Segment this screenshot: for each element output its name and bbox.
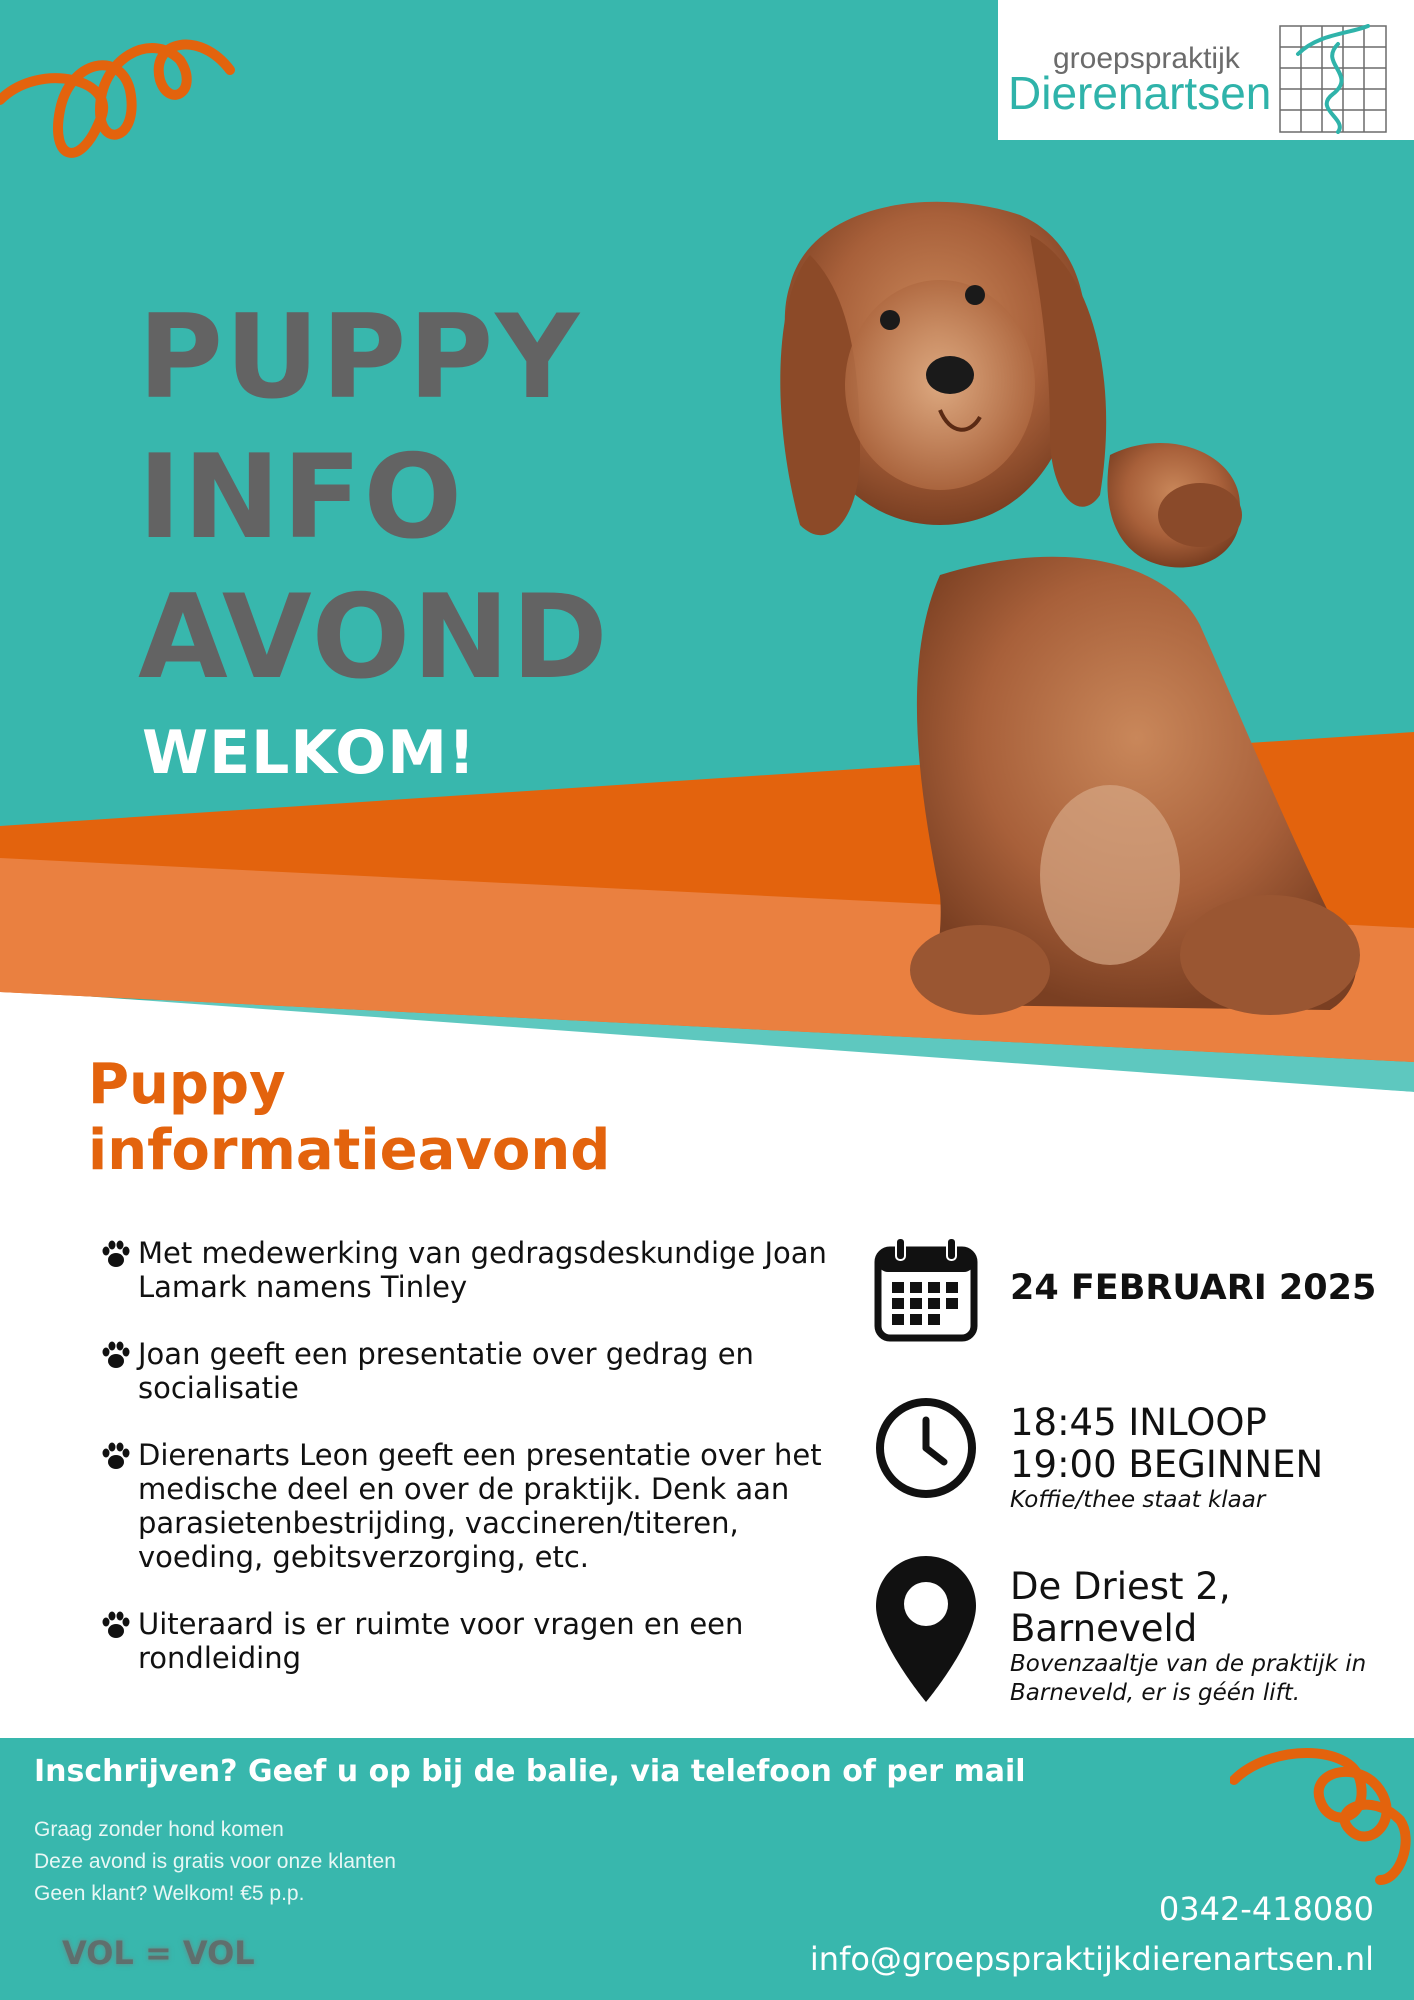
address-line: Barneveld <box>1010 1607 1198 1650</box>
logo-text-large: Dierenartsen <box>1008 67 1272 119</box>
address-line: De Driest 2, <box>1010 1565 1231 1608</box>
list-item <box>100 1607 840 1675</box>
calendar-icon <box>874 1234 978 1344</box>
event-date: 24 FEBRUARI 2025 <box>1010 1268 1377 1308</box>
logo-text-small: groepspraktijk <box>1053 42 1240 75</box>
time-walkin: 18:45 INLOOP <box>1010 1401 1267 1444</box>
capacity-note: VOL = VOL <box>62 1934 255 1972</box>
event-time <box>1010 1402 1323 1515</box>
email-address[interactable]: info@groepspraktijkdierenartsen.nl <box>809 1940 1374 1978</box>
clock-icon <box>874 1396 978 1500</box>
paw-icon <box>100 1610 132 1640</box>
paw-icon <box>100 1239 132 1269</box>
phone-number[interactable]: 0342-418080 <box>1158 1890 1374 1928</box>
bullet-text: Dierenarts Leon geeft een presentatie over het medische deel en over de praktijk. Denk aan parasietenbestrijding, vaccineren/titeren, voeding, gebitsverzorging, etc. <box>138 1438 822 1574</box>
dog-image <box>770 195 1410 1045</box>
info-heading-line: informatieavond <box>88 1118 611 1183</box>
bullet-text: Uiteraard is er ruimte voor vragen en een rondleiding <box>138 1607 744 1675</box>
hero-title-line: PUPPY <box>138 290 582 425</box>
time-note: Koffie/thee staat klaar <box>1010 1487 1266 1513</box>
footer-note: Deze avond is gratis voor onze klanten <box>34 1850 396 1873</box>
info-heading-line: Puppy <box>88 1052 286 1117</box>
time-start: 19:00 BEGINNEN <box>1010 1443 1324 1486</box>
hero-title-line: AVOND <box>138 570 610 705</box>
footer-note: Geen klant? Welkom! €5 p.p. <box>34 1882 305 1905</box>
event-location <box>1010 1566 1366 1708</box>
paw-icon <box>100 1441 132 1471</box>
footer-notes <box>34 1814 396 1910</box>
bullet-text: Joan geeft een presentatie over gedrag en socialisatie <box>138 1337 754 1405</box>
list-item <box>100 1337 840 1405</box>
signup-title: Inschrijven? Geef u op bij de balie, via telefoon of per mail <box>34 1754 1026 1789</box>
paw-icon <box>100 1340 132 1370</box>
address-note: Barneveld, er is géén lift. <box>1010 1680 1301 1706</box>
list-item <box>100 1236 840 1304</box>
footer-note: Graag zonder hond komen <box>34 1818 284 1841</box>
hero-title <box>138 288 610 708</box>
info-heading <box>88 1052 610 1184</box>
squiggle-decoration-bottom <box>1230 1740 1414 1890</box>
info-bullet-list <box>100 1236 840 1708</box>
hero-title-line: INFO <box>138 430 465 565</box>
address-note: Bovenzaaltje van de praktijk in <box>1010 1651 1367 1677</box>
logo-grid-icon <box>1278 24 1388 134</box>
hero-subtitle: WELKOM! <box>142 718 477 788</box>
bullet-text: Met medewerking van gedragsdeskundige Joan Lamark namens Tinley <box>138 1236 827 1304</box>
list-item <box>100 1438 840 1574</box>
map-pin-icon <box>874 1554 978 1704</box>
